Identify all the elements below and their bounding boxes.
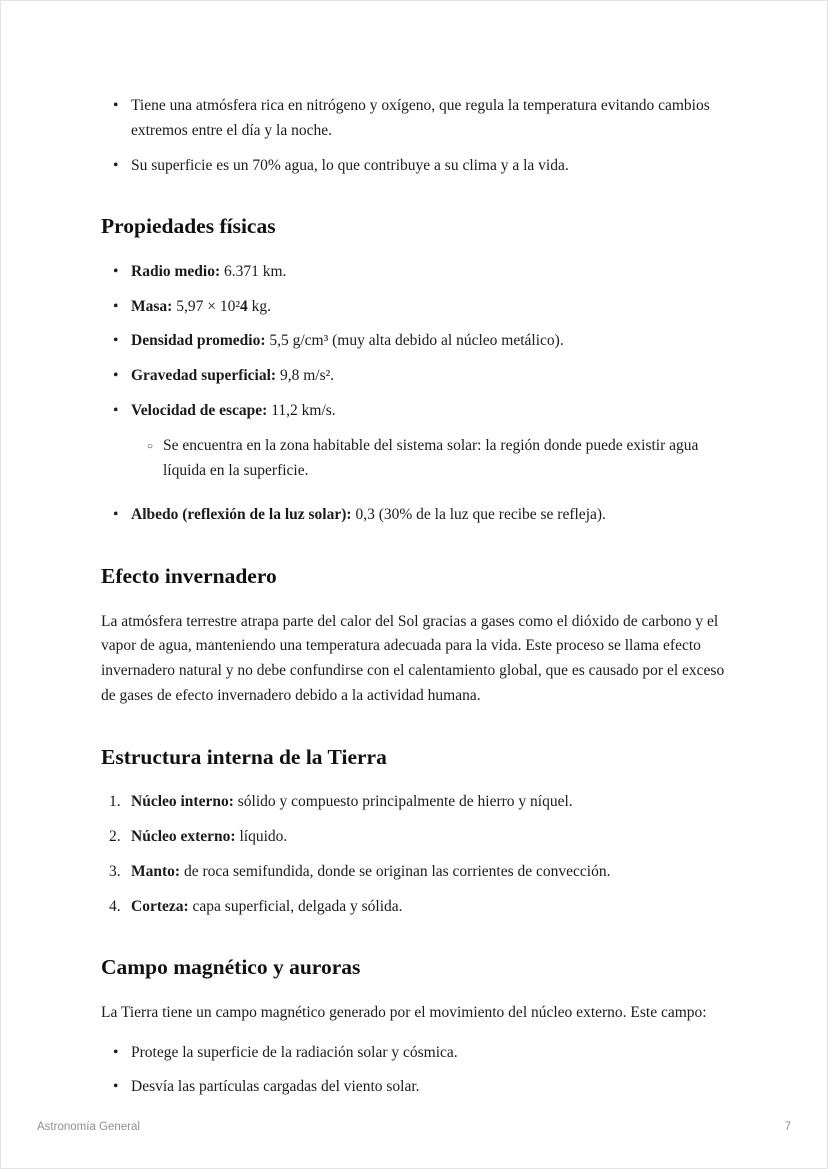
section-heading-estructura-interna: Estructura interna de la Tierra xyxy=(101,744,387,769)
list-item xyxy=(113,154,727,179)
list-item xyxy=(113,1075,727,1100)
list-item-body xyxy=(131,399,727,493)
list-item-text: Desvía las partículas cargadas del viento solar. xyxy=(131,1078,420,1096)
item-label: Velocidad de escape: xyxy=(131,401,268,419)
physical-properties-list xyxy=(101,260,727,528)
item-value-bold: 4 xyxy=(239,297,248,315)
item-label: Corteza: xyxy=(131,897,189,915)
bullet-icon: • xyxy=(113,401,119,419)
item-value: capa superficial, delgada y sólida. xyxy=(188,897,403,915)
numbered-list-item xyxy=(109,895,727,920)
item-value: 5,5 g/cm³ (muy alta debido al núcleo metálico). xyxy=(265,332,564,350)
item-value: de roca semifundida, donde se originan las corrientes de convección. xyxy=(180,862,611,880)
item-label: Radio medio: xyxy=(131,262,221,280)
bullet-icon: • xyxy=(113,1043,119,1061)
item-label: Núcleo externo: xyxy=(131,827,236,845)
numbered-list-item xyxy=(109,790,727,815)
magnetic-paragraph: La Tierra tiene un campo magnético generado por el movimiento del núcleo externo. Este campo: xyxy=(101,1003,707,1021)
list-number: 1. xyxy=(109,793,121,811)
item-value: 9,8 m/s². xyxy=(276,367,335,385)
bullet-icon: • xyxy=(113,332,119,350)
bullet-icon: • xyxy=(113,97,119,114)
item-value: 5,97 × 10² xyxy=(172,297,240,315)
habitable-zone-sublist xyxy=(131,434,727,484)
list-item xyxy=(113,364,727,389)
list-item-text: Protege la superficie de la radiación solar y cósmica. xyxy=(131,1043,458,1061)
sub-list-item-text: Se encuentra en la zona habitable del sistema solar: la región donde puede existir agua líquida en la superficie. xyxy=(163,436,699,479)
list-item-text: Su superficie es un 70% agua, lo que contribuye a su clima y a la vida. xyxy=(131,156,569,174)
item-value: 11,2 km/s. xyxy=(267,401,336,419)
list-item-text xyxy=(131,329,727,354)
list-item xyxy=(113,295,727,320)
list-item-text xyxy=(131,364,727,389)
page-footer xyxy=(37,1118,791,1136)
sub-list-item xyxy=(147,434,727,484)
item-label: Núcleo interno: xyxy=(131,793,234,811)
numbered-list-item xyxy=(109,825,727,850)
footer-page-number: 7 xyxy=(784,1120,791,1133)
section-heading-campo-magnetico: Campo magnético y auroras xyxy=(101,955,361,980)
list-item xyxy=(113,399,727,493)
list-number: 2. xyxy=(109,827,121,845)
bullet-icon: • xyxy=(113,506,119,524)
item-label: Densidad promedio: xyxy=(131,332,266,350)
item-label: Albedo (reflexión de la luz solar): xyxy=(131,506,352,524)
item-value-tail: kg. xyxy=(247,297,271,315)
numbered-list-item xyxy=(109,860,727,885)
bullet-icon: • xyxy=(113,156,119,174)
list-item xyxy=(113,1041,727,1066)
list-item-text xyxy=(131,825,727,850)
list-number: 4. xyxy=(109,897,121,915)
list-item-text xyxy=(131,260,727,285)
intro-list xyxy=(101,94,727,178)
magnetic-list xyxy=(101,1041,727,1101)
bullet-icon: • xyxy=(113,367,119,385)
circle-bullet-icon: ○ xyxy=(147,440,154,452)
list-item xyxy=(113,503,727,528)
page-content xyxy=(1,1,827,1100)
footer-document-title: Astronomía General xyxy=(37,1120,140,1133)
list-item-text xyxy=(131,790,727,815)
item-value: 0,3 (30% de la luz que recibe se refleja). xyxy=(351,506,606,524)
greenhouse-paragraph: La atmósfera terrestre atrapa parte del calor del Sol gracias a gases como el dióxido de carbono y el vapor de agua, manteniendo una temperatura adecuada para la vida. Este proceso se llama efecto invernadero natural y no debe confundirse con el calentamiento global, que es causado por el exceso de gases de efecto invernadero debido a la actividad humana. xyxy=(101,612,725,704)
bullet-icon: • xyxy=(113,297,119,315)
item-label: Gravedad superficial: xyxy=(131,367,277,385)
bullet-icon: • xyxy=(113,1078,119,1096)
list-item-text xyxy=(131,895,727,920)
item-value: 6.371 km. xyxy=(220,262,287,280)
list-item xyxy=(113,329,727,354)
list-item-text xyxy=(131,295,727,320)
section-heading-efecto-invernadero: Efecto invernadero xyxy=(101,564,277,589)
list-item-text xyxy=(131,399,727,424)
item-label: Manto: xyxy=(131,862,181,880)
list-number: 3. xyxy=(109,862,121,880)
item-value: sólido y compuesto principalmente de hierro y níquel. xyxy=(233,793,573,811)
list-item-text: Tiene una atmósfera rica en nitrógeno y oxígeno, que regula la temperatura evitando cambios extremos entre el día y la noche. xyxy=(131,97,710,139)
section-heading-propiedades-fisicas: Propiedades físicas xyxy=(101,214,276,239)
bullet-icon: • xyxy=(113,262,119,280)
item-label: Masa: xyxy=(131,297,173,315)
list-item xyxy=(113,94,727,144)
list-item-text xyxy=(131,860,727,885)
internal-structure-list xyxy=(101,790,727,919)
list-item xyxy=(113,260,727,285)
item-value: líquido. xyxy=(235,827,288,845)
list-item-text xyxy=(131,503,727,528)
